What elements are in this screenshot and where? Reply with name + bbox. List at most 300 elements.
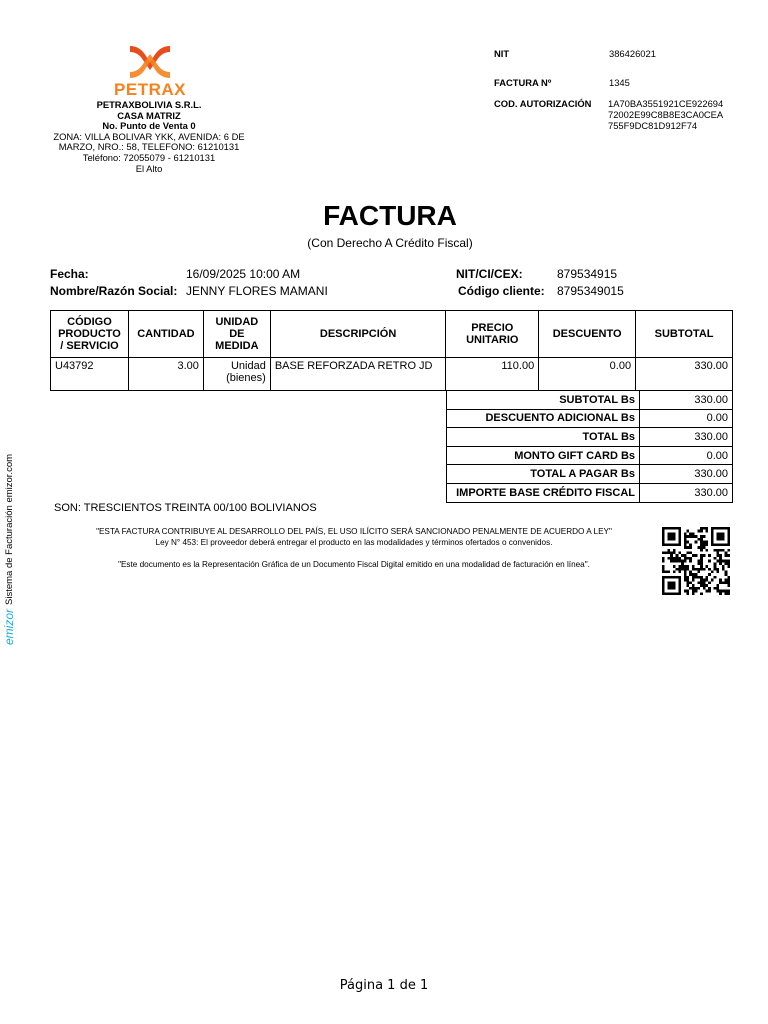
qr-module [665, 571, 668, 574]
qr-module [711, 543, 714, 546]
auth-code-value [608, 98, 723, 131]
qr-module [684, 543, 687, 546]
total-value: 330.00 [640, 391, 733, 410]
qr-module [727, 538, 730, 541]
qr-module [722, 532, 725, 535]
client-name-value: JENNY FLORES MAMANI [186, 284, 328, 298]
qr-module [684, 541, 687, 544]
qr-module [719, 527, 722, 530]
qr-module [700, 560, 703, 563]
qr-module [714, 527, 717, 530]
qr-module [678, 590, 681, 593]
qr-module [681, 554, 684, 557]
totals-row [447, 446, 733, 465]
qr-module [667, 538, 670, 541]
qr-module [678, 560, 681, 563]
qr-module [689, 551, 692, 554]
qr-module [678, 530, 681, 533]
qr-module [725, 551, 728, 554]
qr-module [678, 532, 681, 535]
qr-module [708, 554, 711, 557]
qr-module [697, 571, 700, 574]
qr-module [684, 576, 687, 579]
auth-code-label: COD. AUTORIZACIÓN [494, 98, 592, 109]
qr-module [700, 535, 703, 538]
qr-module [697, 581, 700, 584]
qr-module [722, 549, 725, 552]
qr-module [727, 562, 730, 565]
qr-module [673, 551, 676, 554]
qr-module [711, 535, 714, 538]
total-value: 330.00 [640, 483, 733, 502]
qr-module [719, 592, 722, 595]
qr-module [706, 530, 709, 533]
qr-module [673, 532, 676, 535]
qr-module [692, 576, 695, 579]
qr-module [700, 543, 703, 546]
qr-module [722, 560, 725, 563]
qr-module [670, 576, 673, 579]
qr-module [662, 530, 665, 533]
qr-module [725, 554, 728, 557]
qr-module [716, 549, 719, 552]
total-label: MONTO GIFT CARD Bs [447, 446, 640, 465]
qr-module [711, 527, 714, 530]
qr-module [695, 576, 698, 579]
qr-module [725, 592, 728, 595]
qr-module [722, 568, 725, 571]
qr-module [662, 535, 665, 538]
qr-module [692, 590, 695, 593]
qr-module [678, 541, 681, 544]
header-unit [203, 311, 270, 358]
qr-module [695, 535, 698, 538]
qr-module [662, 590, 665, 593]
cell-text: Unidad [230, 360, 266, 372]
totals-row [447, 483, 733, 502]
qr-module [692, 554, 695, 557]
qr-module [678, 579, 681, 582]
qr-module [722, 581, 725, 584]
qr-module [692, 587, 695, 590]
qr-module [692, 565, 695, 568]
qr-module [662, 551, 665, 554]
qr-module [676, 554, 679, 557]
qr-module [706, 543, 709, 546]
qr-module [684, 554, 687, 557]
qr-module [673, 535, 676, 538]
qr-module [703, 568, 706, 571]
qr-module [700, 584, 703, 587]
qr-module [725, 581, 728, 584]
qr-module [684, 532, 687, 535]
total-value: 330.00 [640, 465, 733, 484]
qr-module [670, 538, 673, 541]
qr-module [711, 532, 714, 535]
company-name: PETRAXBOLIVIA S.R.L. [96, 99, 202, 110]
vertical-footer [2, 454, 16, 645]
client-code-label: Código cliente: [458, 284, 545, 298]
qr-module [706, 541, 709, 544]
qr-module [719, 549, 722, 552]
qr-module [673, 565, 676, 568]
qr-module [700, 554, 703, 557]
table-row [51, 358, 733, 391]
qr-module [695, 568, 698, 571]
qr-module [695, 590, 698, 593]
qr-module [678, 543, 681, 546]
qr-module [722, 565, 725, 568]
qr-module [727, 576, 730, 579]
qr-module [714, 576, 717, 579]
qr-module [714, 565, 717, 568]
qr-module [670, 584, 673, 587]
qr-module [684, 535, 687, 538]
digital-document-note: "Este documento es la Representación Gráfica de un Documento Fiscal Digital emitido en una modalidad de facturación en línea". [118, 560, 590, 569]
invoice-number-label: FACTURA Nº [494, 77, 552, 88]
cell-subtotal: 330.00 [636, 358, 733, 391]
qr-module [716, 538, 719, 541]
emizor-logo: emizor [2, 608, 16, 645]
qr-module [700, 576, 703, 579]
qr-module [716, 551, 719, 554]
qr-module [662, 527, 665, 530]
qr-module [667, 535, 670, 538]
auth-code-line: 72002E99C8B8E3CA0CEA [608, 109, 724, 120]
qr-module [692, 592, 695, 595]
cell-text: (bienes) [226, 372, 266, 384]
qr-module [706, 584, 709, 587]
qr-module [684, 557, 687, 560]
qr-module [697, 530, 700, 533]
qr-module [703, 554, 706, 557]
qr-module [714, 568, 717, 571]
header-text: UNITARIO [466, 334, 519, 346]
legal-legend [50, 527, 658, 548]
client-nit-label: NIT/CI/CEX: [456, 267, 523, 281]
qr-module [673, 592, 676, 595]
qr-module [684, 546, 687, 549]
qr-module [689, 557, 692, 560]
client-name-label: Nombre/Razón Social: [50, 284, 178, 298]
qr-module [676, 543, 679, 546]
qr-module [684, 560, 687, 563]
qr-module [697, 560, 700, 563]
qr-module [662, 584, 665, 587]
qr-module [678, 527, 681, 530]
qr-module [665, 551, 668, 554]
qr-module [697, 562, 700, 565]
header-code [51, 311, 129, 358]
qr-module [665, 576, 668, 579]
cell-unit-price: 110.00 [446, 358, 539, 391]
qr-module [678, 587, 681, 590]
qr-module [719, 581, 722, 584]
qr-module [678, 535, 681, 538]
qr-module [673, 571, 676, 574]
qr-module [716, 584, 719, 587]
qr-module [716, 571, 719, 574]
qr-module [719, 532, 722, 535]
point-of-sale: No. Punto de Venta 0 [102, 120, 196, 132]
qr-module [711, 530, 714, 533]
qr-module [700, 565, 703, 568]
system-text: Sistema de Facturación emizor.com [3, 453, 15, 605]
qr-module [686, 568, 689, 571]
qr-module [714, 557, 717, 560]
client-nit-value: 879534915 [557, 267, 618, 281]
qr-module [716, 590, 719, 593]
qr-module [703, 535, 706, 538]
qr-module [678, 571, 681, 574]
company-phone: Teléfono: 72055079 - 61210131 [82, 151, 216, 163]
qr-module [686, 546, 689, 549]
qr-module [667, 587, 670, 590]
qr-module [686, 590, 689, 593]
qr-module [700, 557, 703, 560]
qr-module [727, 532, 730, 535]
qr-module [689, 587, 692, 590]
items-table [50, 310, 733, 391]
qr-module [727, 590, 730, 593]
header-text: CÓDIGO [67, 316, 112, 328]
qr-module [703, 587, 706, 590]
qr-module [670, 535, 673, 538]
qr-module [662, 581, 665, 584]
document-title: FACTURA [323, 200, 457, 231]
company-address: ZONA: VILLA BOLIVAR YKK, AVENIDA: 6 DE MARZO, NRO.: 58, TELEFONO: 61210131 [53, 130, 245, 153]
qr-module [678, 584, 681, 587]
qr-module [673, 557, 676, 560]
qr-module [719, 557, 722, 560]
totals-row [447, 428, 733, 447]
qr-module [673, 576, 676, 579]
auth-code-line: 1A70BA3551921CE922694 [608, 98, 724, 109]
qr-module [686, 579, 689, 582]
qr-module [700, 527, 703, 530]
qr-module [703, 546, 706, 549]
qr-module [667, 551, 670, 554]
qr-module [700, 562, 703, 565]
qr-module [667, 527, 670, 530]
qr-module [689, 560, 692, 563]
qr-module [727, 554, 730, 557]
qr-module [676, 568, 679, 571]
auth-code-line: 755F9DC81D912F74 [608, 120, 698, 131]
qr-module [678, 557, 681, 560]
qr-module [692, 532, 695, 535]
qr-module [719, 579, 722, 582]
qr-module [684, 579, 687, 582]
qr-module [673, 549, 676, 552]
totals-row [447, 409, 733, 428]
qr-module [670, 560, 673, 563]
qr-module [700, 581, 703, 584]
qr-module [703, 541, 706, 544]
qr-module [686, 541, 689, 544]
qr-module [681, 565, 684, 568]
qr-module [697, 576, 700, 579]
qr-module [725, 579, 728, 582]
qr-module [662, 541, 665, 544]
qr-module [703, 584, 706, 587]
qr-module [667, 581, 670, 584]
qr-module [722, 538, 725, 541]
header-quantity: CANTIDAD [128, 311, 203, 358]
qr-module [667, 549, 670, 552]
qr-module [673, 543, 676, 546]
qr-module [727, 560, 730, 563]
qr-module [695, 587, 698, 590]
total-label: DESCUENTO ADICIONAL Bs [447, 409, 640, 428]
totals-table [446, 390, 733, 503]
table-header-row [51, 311, 733, 358]
qr-module [716, 568, 719, 571]
qr-module [725, 590, 728, 593]
qr-module [673, 584, 676, 587]
qr-module [727, 549, 730, 552]
qr-module [719, 554, 722, 557]
cell-quantity: 3.00 [128, 358, 203, 391]
qr-module [678, 551, 681, 554]
qr-module [684, 538, 687, 541]
qr-module [667, 571, 670, 574]
header-text: DE [229, 328, 245, 340]
qr-module [670, 554, 673, 557]
total-value: 0.00 [640, 446, 733, 465]
qr-module [725, 543, 728, 546]
qr-module [684, 571, 687, 574]
qr-module [711, 571, 714, 574]
qr-module [697, 546, 700, 549]
qr-module [708, 568, 711, 571]
qr-module [727, 535, 730, 538]
qr-module [662, 568, 665, 571]
qr-module [670, 527, 673, 530]
qr-module [697, 568, 700, 571]
qr-module [678, 576, 681, 579]
qr-module [706, 565, 709, 568]
qr-module [670, 543, 673, 546]
qr-module [678, 581, 681, 584]
qr-module [670, 557, 673, 560]
qr-module [686, 530, 689, 533]
qr-module [719, 538, 722, 541]
qr-module [689, 543, 692, 546]
qr-module [665, 592, 668, 595]
qr-module [700, 592, 703, 595]
qr-module [706, 590, 709, 593]
company-city: El Alto [135, 162, 163, 174]
qr-module [706, 579, 709, 582]
qr-module [700, 546, 703, 549]
qr-module [692, 584, 695, 587]
qr-code-icon [662, 527, 730, 595]
qr-module [673, 581, 676, 584]
qr-module [676, 557, 679, 560]
qr-module [689, 535, 692, 538]
cell-unit [203, 358, 270, 391]
qr-module [714, 543, 717, 546]
qr-module [716, 560, 719, 563]
logo-wordmark: PETRAX [114, 80, 186, 99]
qr-module [684, 565, 687, 568]
qr-module [670, 587, 673, 590]
qr-module [662, 532, 665, 535]
qr-module [667, 543, 670, 546]
qr-module [700, 579, 703, 582]
qr-module [673, 527, 676, 530]
date-label: Fecha: [50, 267, 89, 281]
qr-module [706, 576, 709, 579]
qr-module [703, 543, 706, 546]
qr-module [662, 565, 665, 568]
cell-discount: 0.00 [539, 358, 636, 391]
qr-module [714, 562, 717, 565]
qr-module [727, 527, 730, 530]
qr-module [719, 543, 722, 546]
qr-module [719, 560, 722, 563]
qr-module [711, 579, 714, 582]
qr-module [678, 592, 681, 595]
qr-module [681, 568, 684, 571]
qr-module [714, 549, 717, 552]
qr-module [700, 549, 703, 552]
qr-module [725, 560, 728, 563]
header-text: UNIDAD [215, 316, 259, 328]
total-value: 330.00 [640, 428, 733, 447]
qr-module [676, 527, 679, 530]
qr-module [681, 560, 684, 563]
qr-module [686, 581, 689, 584]
cell-description: BASE REFORZADA RETRO JD [270, 358, 446, 391]
qr-module [686, 565, 689, 568]
qr-module [684, 590, 687, 593]
nit-value: 386426021 [609, 48, 656, 59]
qr-module [662, 571, 665, 574]
qr-module [727, 541, 730, 544]
document-subtitle: (Con Derecho A Crédito Fiscal) [307, 236, 473, 250]
qr-module [716, 527, 719, 530]
header-discount: DESCUENTO [539, 311, 636, 358]
qr-module [670, 551, 673, 554]
qr-module [692, 579, 695, 582]
qr-module [662, 543, 665, 546]
qr-module [670, 581, 673, 584]
qr-module [703, 527, 706, 530]
qr-module [727, 530, 730, 533]
header-subtotal: SUBTOTAL [636, 311, 733, 358]
qr-module [662, 538, 665, 541]
qr-module [727, 543, 730, 546]
qr-module [667, 584, 670, 587]
qr-module [689, 546, 692, 549]
qr-module [725, 571, 728, 574]
total-label: TOTAL A PAGAR Bs [447, 465, 640, 484]
qr-module [727, 579, 730, 582]
qr-module [722, 527, 725, 530]
legend-line: "ESTA FACTURA CONTRIBUYE AL DESARROLLO DEL PAÍS, EL USO ILÍCITO SERÁ SANCIONADO PENALMENTE DE ACUERDO A LEY" [96, 527, 612, 536]
qr-module [722, 535, 725, 538]
qr-module [708, 581, 711, 584]
qr-module [670, 592, 673, 595]
qr-module [670, 532, 673, 535]
qr-module [714, 587, 717, 590]
qr-module [719, 562, 722, 565]
qr-module [716, 554, 719, 557]
total-value: 0.00 [640, 409, 733, 428]
client-code-value: 8795349015 [557, 284, 624, 298]
